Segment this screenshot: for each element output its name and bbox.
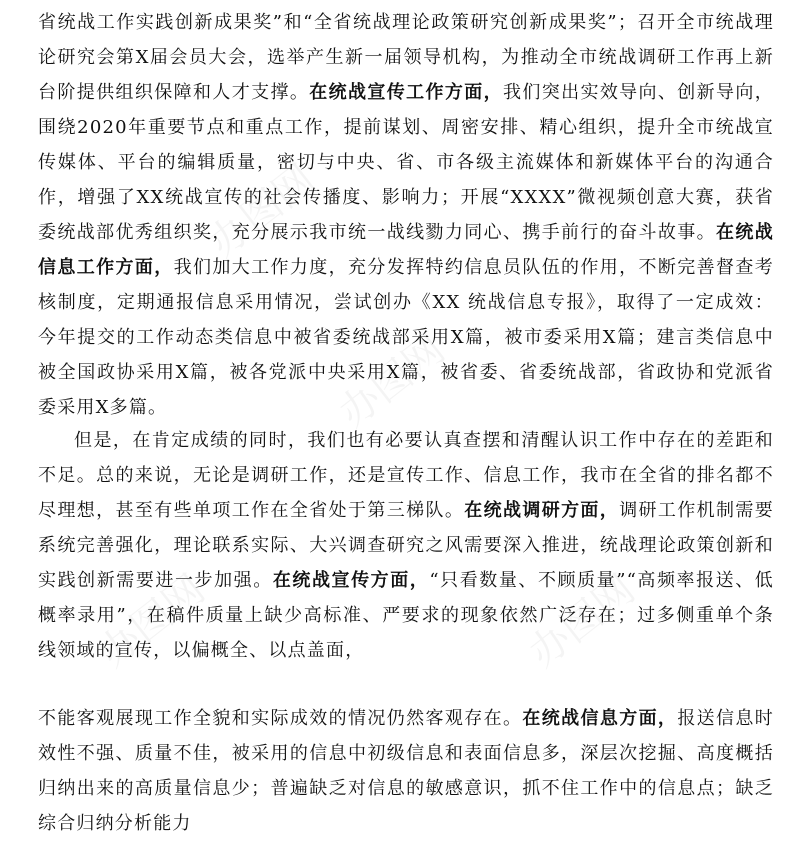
text-segment: 调研工作机制需要系统完善强化，理论联系实际、大兴调查研究之风需要深入推进，统战理论政策创新和实践创新需要进一步加强。 — [38, 500, 774, 591]
section-heading-information-work: 在统战信息工作方面， — [38, 222, 774, 278]
text-segment: 不能客观展现工作全貌和实际成效的情况仍然客观存在。 — [38, 708, 523, 729]
text-segment: 我们突出实效导向、创新导向，围绕2020年重要节点和重点工作，提前谋划、周密安排、精心组织，提升全市统战宣传媒体、平台的编辑质量，密切与中央、省、市各级主流媒体和新媒体平台的沟通合作，增强了XX统战宣传的社会传播度、影响力；开展“XXXX”微视频创意大赛，获省委统战部优秀组织奖，充分展示我市统一战线勠力同心、携手前行的奋斗故事。 — [38, 82, 774, 243]
paragraph-shortcomings — [38, 423, 774, 668]
text-segment: 省统战工作实践创新成果奖”和“全省统战理论政策研究创新成果奖”；召开全市统战理论研究会第X届会员大会，选举产生新一届领导机构，为推动全市统战调研工作再上新台阶提供组织保障和人才支撑。 — [38, 12, 774, 103]
paragraph-achievements — [38, 5, 774, 425]
section-heading-research: 在统战调研方面， — [464, 500, 620, 521]
text-segment: “只看数量、不顾质量”“高频率报送、低概率录用”，在稿件质量上缺少高标准、严要求的现象依然广泛存在；过多侧重单个条线领域的宣传，以偏概全、以点盖面， — [38, 570, 775, 661]
section-heading-publicity-work: 在统战宣传工作方面， — [309, 82, 503, 103]
text-segment: 但是，在肯定成绩的同时，我们也有必要认真查摆和清醒认识工作中存在的差距和不足。总的来说，无论是调研工作，还是宣传工作、信息工作，我市在全省的排名都不尽理想，甚至有些单项工作在全省处于第三梯队。 — [38, 430, 774, 521]
section-heading-information: 在统战信息方面， — [522, 708, 678, 729]
paragraph-continuation — [38, 701, 774, 841]
text-segment: 报送信息时效性不强、质量不佳，被采用的信息中初级信息和表面信息多，深层次挖掘、高度概括归纳出来的高质量信息少；普遍缺乏对信息的敏感意识，抓不住工作中的信息点；缺乏综合归纳分析能力 — [38, 708, 775, 834]
text-segment: 我们加大工作力度，充分发挥特约信息员队伍的作用，不断完善督查考核制度，定期通报信息采用情况，尝试创办《XX 统战信息专报》，取得了一定成效：今年提交的工作动态类信息中被省委统战部采用X篇，被市委采用X篇；建言类信息中被全国政协采用X篇，被各党派中央采用X篇，被省委、省委统战部，省政协和党派省委采用X多篇。 — [38, 257, 774, 418]
section-heading-publicity: 在统战宣传方面， — [272, 570, 430, 591]
